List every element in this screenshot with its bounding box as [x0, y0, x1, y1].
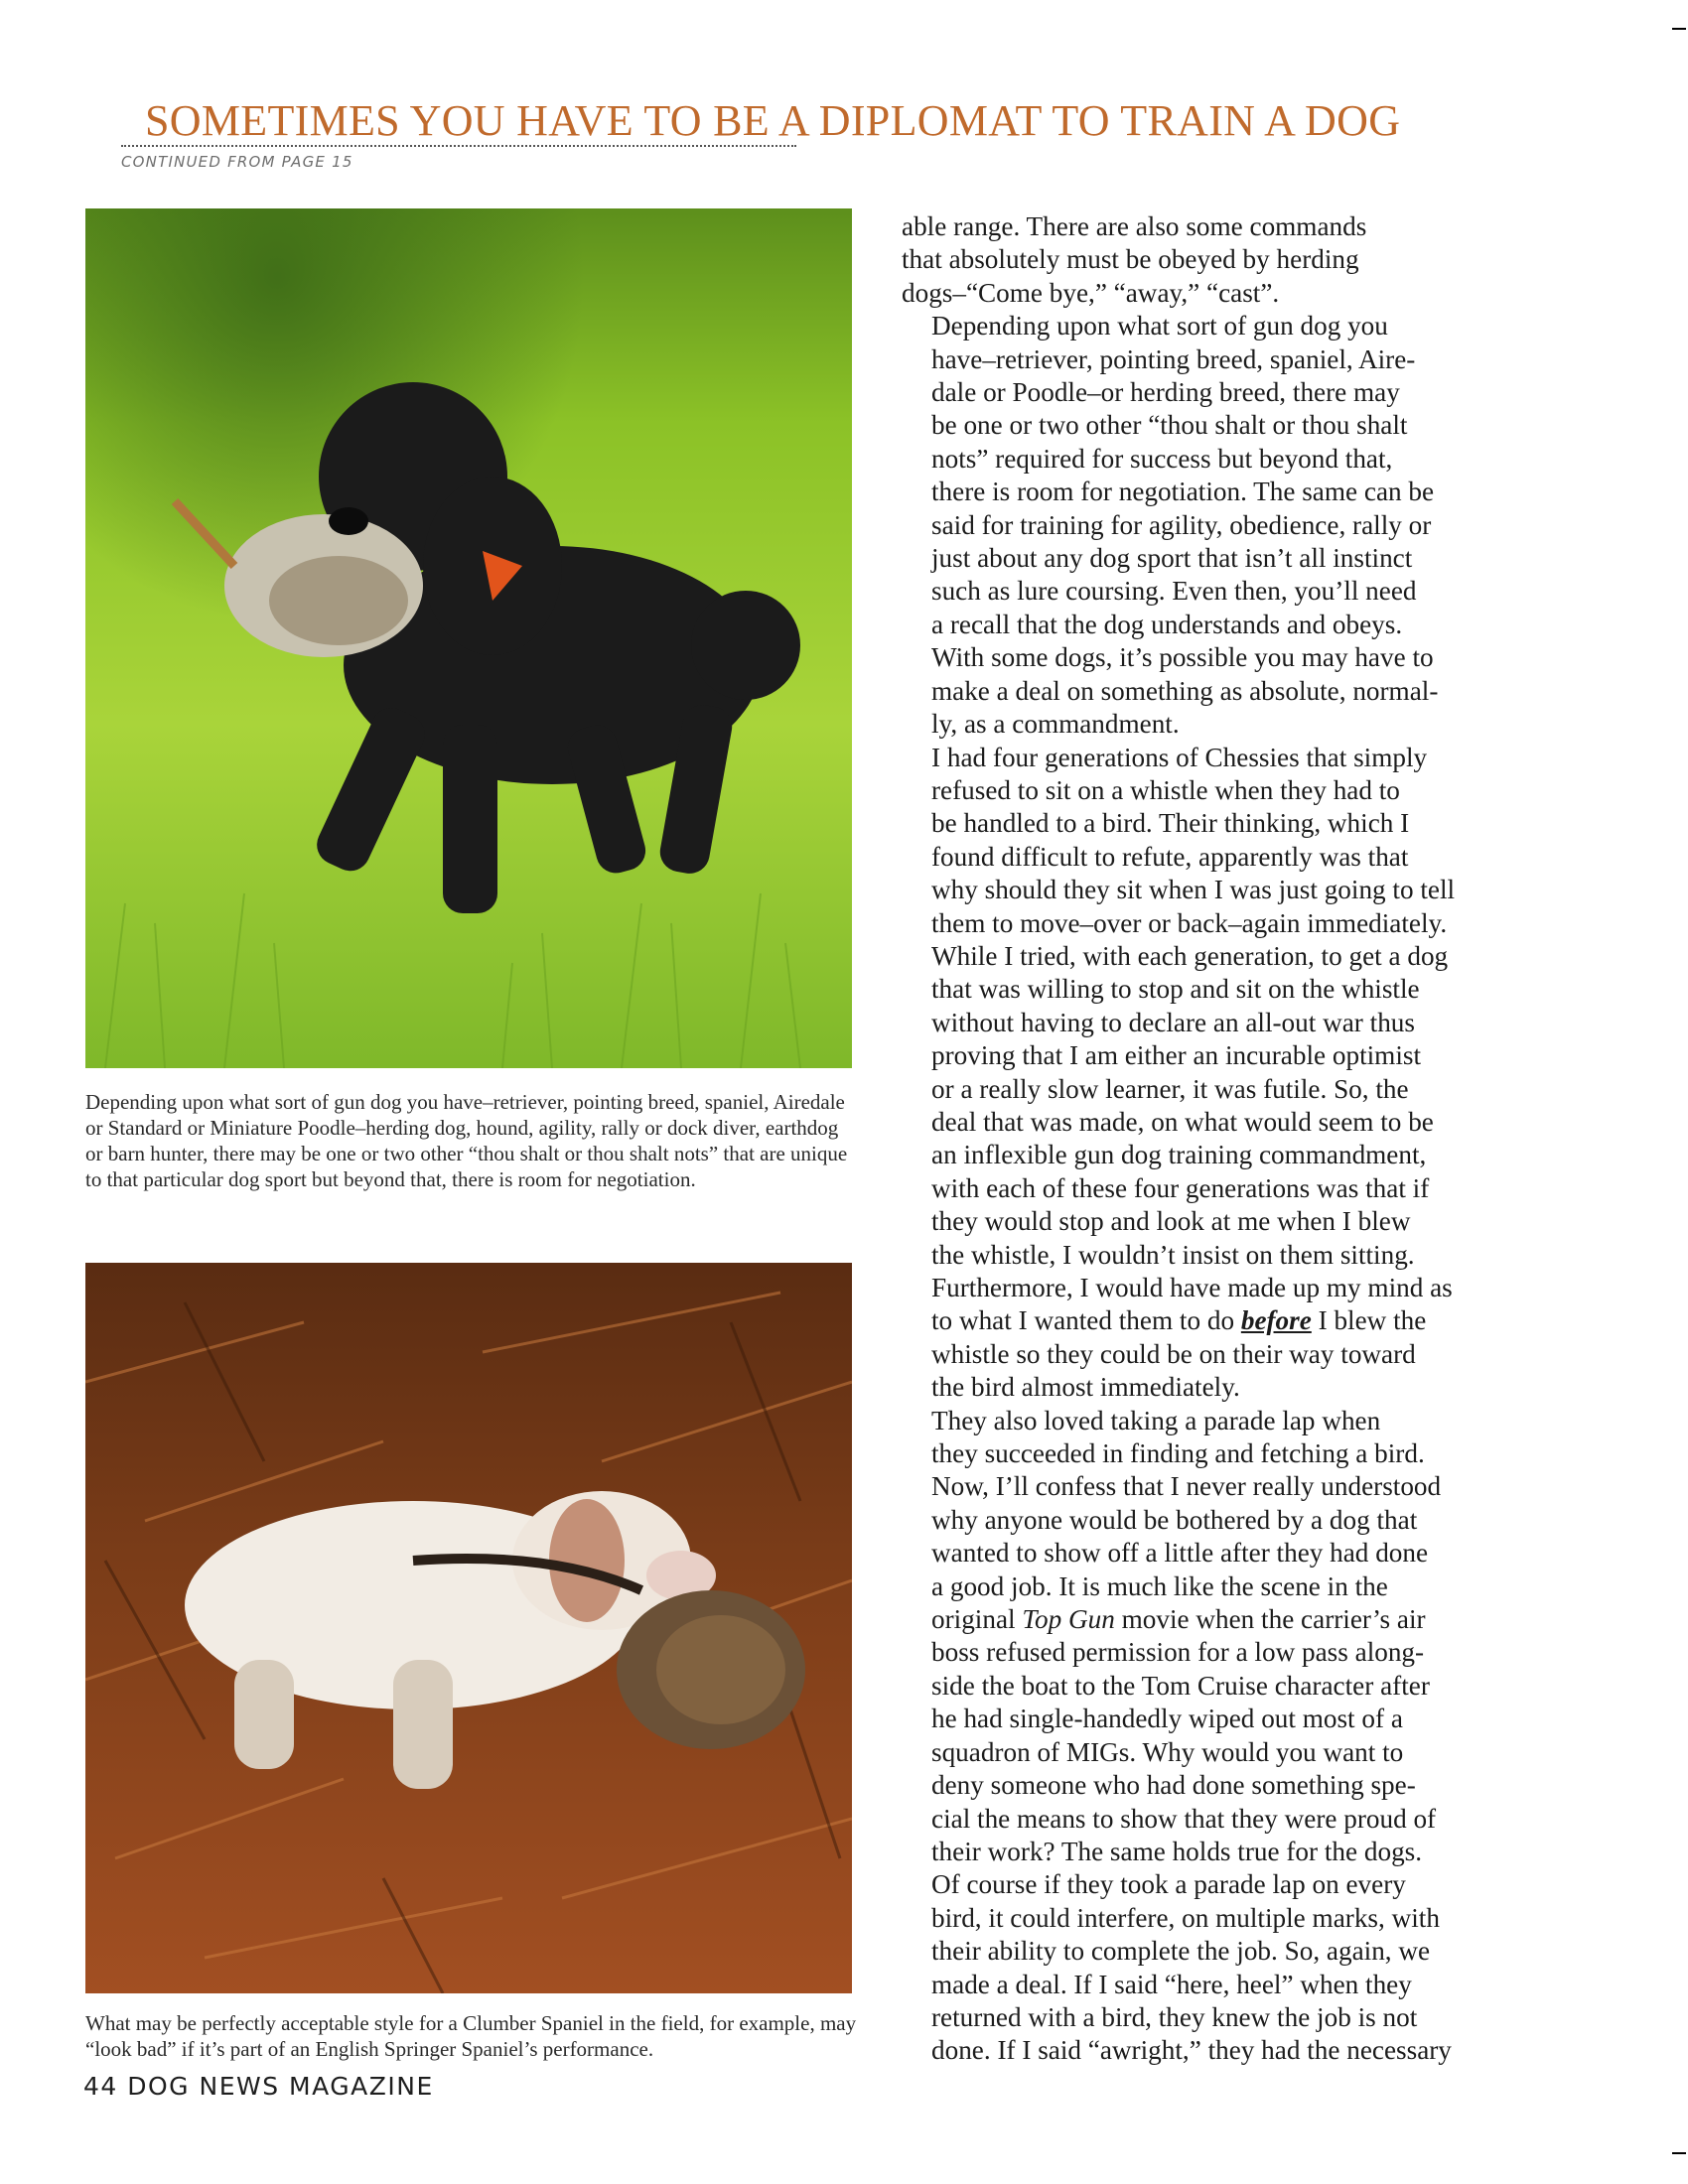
- text-line: a good job. It is much like the scene in the: [931, 1570, 1388, 1601]
- photo2-caption: What may be perfectly acceptable style for a Clumber Spaniel in the field, for example, may “look bad” if it’s part of an English Springer Spaniel’s performance.: [85, 2011, 857, 2061]
- text-line: While I tried, with each generation, to get a dog: [931, 940, 1449, 971]
- text-line: he had single-handedly wiped out most of a: [931, 1704, 1403, 1734]
- paragraph-3: [902, 742, 1497, 1405]
- text-line: returned with a bird, they knew the job is not: [931, 2001, 1418, 2032]
- article-header: [121, 96, 1432, 171]
- text-line: that was willing to stop and sit on the whistle: [931, 974, 1420, 1005]
- text-line: Of course if they took a parade lap on every: [931, 1869, 1406, 1900]
- text-line: ly, as a commandment.: [931, 709, 1180, 740]
- poodle-photo-image: [85, 208, 852, 1068]
- text-line: boss refused permission for a low pass along-: [931, 1637, 1425, 1668]
- paragraph-5: [902, 1868, 1497, 2067]
- text-fragment: I blew the: [1311, 1305, 1427, 1336]
- text-line: I had four generations of Chessies that simply: [931, 742, 1428, 772]
- spaniel-photo: [85, 1263, 852, 1993]
- text-line: them to move–over or back–again immediately.: [931, 907, 1448, 938]
- text-line: said for training for agility, obedience, rally or: [931, 509, 1432, 540]
- text-line: there is room for negotiation. The same can be: [931, 477, 1435, 507]
- text-line: or a really slow learner, it was futile. So, the: [931, 1073, 1409, 1104]
- text-line: deal that was made, on what would seem to be: [931, 1106, 1434, 1137]
- text-line: whistle so they could be on their way toward: [931, 1338, 1416, 1369]
- text-line: nots” required for success but beyond that,: [931, 443, 1393, 474]
- paragraph-1: [902, 210, 1497, 310]
- emphasis-top-gun: Top Gun: [1022, 1604, 1115, 1635]
- text-line: Depending upon what sort of gun dog you: [931, 311, 1388, 341]
- text-line: an inflexible gun dog training commandment,: [931, 1140, 1427, 1170]
- text-line: squadron of MIGs. Why would you want to: [931, 1736, 1404, 1767]
- text-line: [902, 1304, 1497, 1337]
- spaniel-photo-image: [85, 1263, 852, 1993]
- text-fragment: movie when the carrier’s air: [1114, 1604, 1426, 1635]
- text-line: side the boat to the Tom Cruise character after: [931, 1670, 1430, 1701]
- poodle-photo: [85, 208, 852, 1068]
- text-line: they would stop and look at me when I blew: [931, 1206, 1411, 1237]
- text-line: with each of these four generations was that if: [931, 1172, 1430, 1203]
- text-line: why should they sit when I was just going to tell: [931, 875, 1456, 905]
- text-line: make a deal on something as absolute, normal-: [931, 675, 1439, 706]
- text-line: the whistle, I wouldn’t insist on them sitting.: [931, 1239, 1415, 1270]
- text-line: made a deal. If I said “here, heel” when they: [931, 1969, 1412, 1999]
- text-line: deny someone who had done something spe-: [931, 1770, 1416, 1801]
- text-line: With some dogs, it’s possible you may have to: [931, 642, 1434, 673]
- page-footer: 44 DOG NEWS MAGAZINE: [83, 2072, 434, 2101]
- crop-mark-top: [1672, 28, 1686, 30]
- text-line: a recall that the dog understands and obeys.: [931, 609, 1403, 639]
- text-line: their work? The same holds true for the dogs.: [931, 1836, 1423, 1866]
- paragraph-2: [902, 310, 1497, 741]
- text-line: dale or Poodle–or herding breed, there may: [931, 377, 1400, 408]
- text-line: done. If I said “awright,” they had the necessary: [931, 2035, 1452, 2066]
- article-title: SOMETIMES YOU HAVE TO BE A DIPLOMAT TO TRAIN A DOG: [145, 96, 1401, 145]
- emphasis-before: before: [1240, 1305, 1312, 1336]
- text-line: refused to sit on a whistle when they had to: [931, 774, 1400, 805]
- text-line: cial the means to show that they were proud of: [931, 1803, 1437, 1834]
- text-line: dogs–“Come bye,” “away,” “cast”.: [902, 277, 1280, 308]
- crop-mark-bottom: [1672, 2152, 1686, 2154]
- text-line: without having to declare an all-out war thus: [931, 1007, 1415, 1037]
- text-line: wanted to show off a little after they had done: [931, 1538, 1429, 1569]
- title-dotted-rule: [121, 145, 796, 147]
- text-line: proving that I am either an incurable optimist: [931, 1040, 1422, 1071]
- text-line: they succeeded in finding and fetching a bird.: [931, 1438, 1425, 1469]
- photo1-caption: Depending upon what sort of gun dog you have–retriever, pointing breed, spaniel, Airedale or Standard or Miniature Poodle–herding dog, hound, agility, rally or dock diver, earthdog or barn hunter, there may be one or two other “thou shalt or thou shalt nots” that are unique to that particular dog sport but beyond that, there is room for negotiation.: [85, 1090, 848, 1191]
- text-line: why anyone would be bothered by a dog that: [931, 1504, 1418, 1535]
- text-line: able range. There are also some commands: [902, 211, 1367, 241]
- text-line: such as lure coursing. Even then, you’ll need: [931, 576, 1417, 607]
- text-line: be handled to a bird. Their thinking, which I: [931, 808, 1410, 839]
- continued-from-label: CONTINUED FROM PAGE 15: [121, 153, 353, 171]
- text-line: have–retriever, pointing breed, spaniel, Aire-: [931, 343, 1416, 374]
- text-line: bird, it could interfere, on multiple marks, with: [931, 1902, 1440, 1933]
- paragraph-4: [902, 1405, 1497, 1869]
- text-line: They also loved taking a parade lap when: [931, 1405, 1381, 1435]
- text-line: just about any dog sport that isn’t all instinct: [931, 543, 1413, 574]
- text-line: be one or two other “thou shalt or thou shalt: [931, 410, 1408, 441]
- article-body: [902, 210, 1497, 2068]
- text-line: [902, 1603, 1497, 1636]
- text-line: Now, I’ll confess that I never really understood: [931, 1471, 1442, 1502]
- text-line: their ability to complete the job. So, again, we: [931, 1936, 1431, 1967]
- text-line: that absolutely must be obeyed by herding: [902, 244, 1359, 275]
- text-line: Furthermore, I would have made up my mind as: [931, 1273, 1453, 1302]
- text-fragment: original: [931, 1604, 1023, 1635]
- text-fragment: to what I wanted them to do: [931, 1305, 1241, 1336]
- text-line: the bird almost immediately.: [931, 1372, 1240, 1403]
- text-line: found difficult to refute, apparently was that: [931, 841, 1409, 872]
